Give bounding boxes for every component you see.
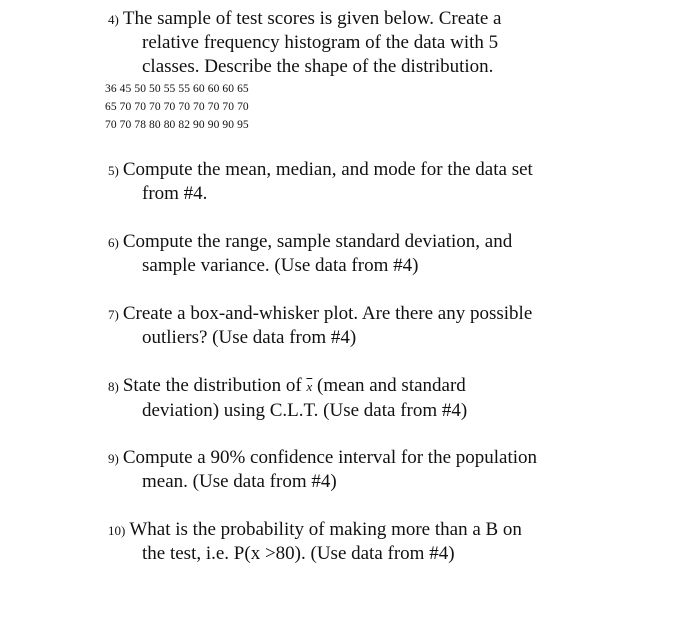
question-text-line (123, 374, 466, 399)
question-7 (108, 302, 628, 350)
question-number: 4) (108, 12, 119, 27)
question-text-line: Compute the mean, median, and mode for the data set (122, 159, 533, 180)
question-5 (108, 158, 628, 206)
question-number: 8) (108, 379, 119, 394)
question-text-line: The sample of test scores is given below. Create a (122, 8, 502, 29)
question-text-line: deviation) using C.L.T. (Use data from #4) (142, 400, 468, 421)
question-text-line: Compute a 90% confidence interval for the population (122, 447, 538, 468)
question-text-line: sample variance. (Use data from #4) (142, 255, 419, 276)
question-6 (108, 230, 628, 278)
question-text-line: What is the probability of making more than a B on (129, 519, 522, 540)
question-4 (108, 7, 628, 79)
data-set (105, 80, 249, 134)
question-number: 10) (108, 523, 126, 538)
question-text-post: (mean and standard (317, 375, 466, 396)
question-text-line: Create a box-and-whisker plot. Are there any possible (122, 303, 533, 324)
question-text-line: mean. (Use data from #4) (142, 471, 337, 492)
question-number: 6) (108, 235, 119, 250)
question-number: 7) (108, 307, 119, 322)
question-text-line: from #4. (142, 183, 208, 204)
question-number: 5) (108, 163, 119, 178)
question-text-line: the test, i.e. P(x >80). (Use data from #4) (142, 543, 455, 564)
question-10 (108, 518, 628, 566)
x-bar-symbol: $\overline{x}$ (306, 379, 313, 394)
question-8 (108, 374, 628, 423)
question-text-line: outliers? (Use data from #4) (142, 327, 357, 348)
question-text-line: relative frequency histogram of the data with 5 (142, 32, 499, 53)
question-9 (108, 446, 628, 494)
data-line: 36 45 50 50 55 55 60 60 60 65 (105, 83, 249, 95)
data-line: 65 70 70 70 70 70 70 70 70 70 (105, 101, 249, 113)
question-text-line: Compute the range, sample standard deviation, and (122, 231, 513, 252)
question-text-pre: State the distribution of (122, 375, 302, 396)
question-number: 9) (108, 451, 119, 466)
question-text-line: classes. Describe the shape of the distribution. (142, 56, 494, 77)
data-line: 70 70 78 80 80 82 90 90 90 95 (105, 119, 249, 131)
